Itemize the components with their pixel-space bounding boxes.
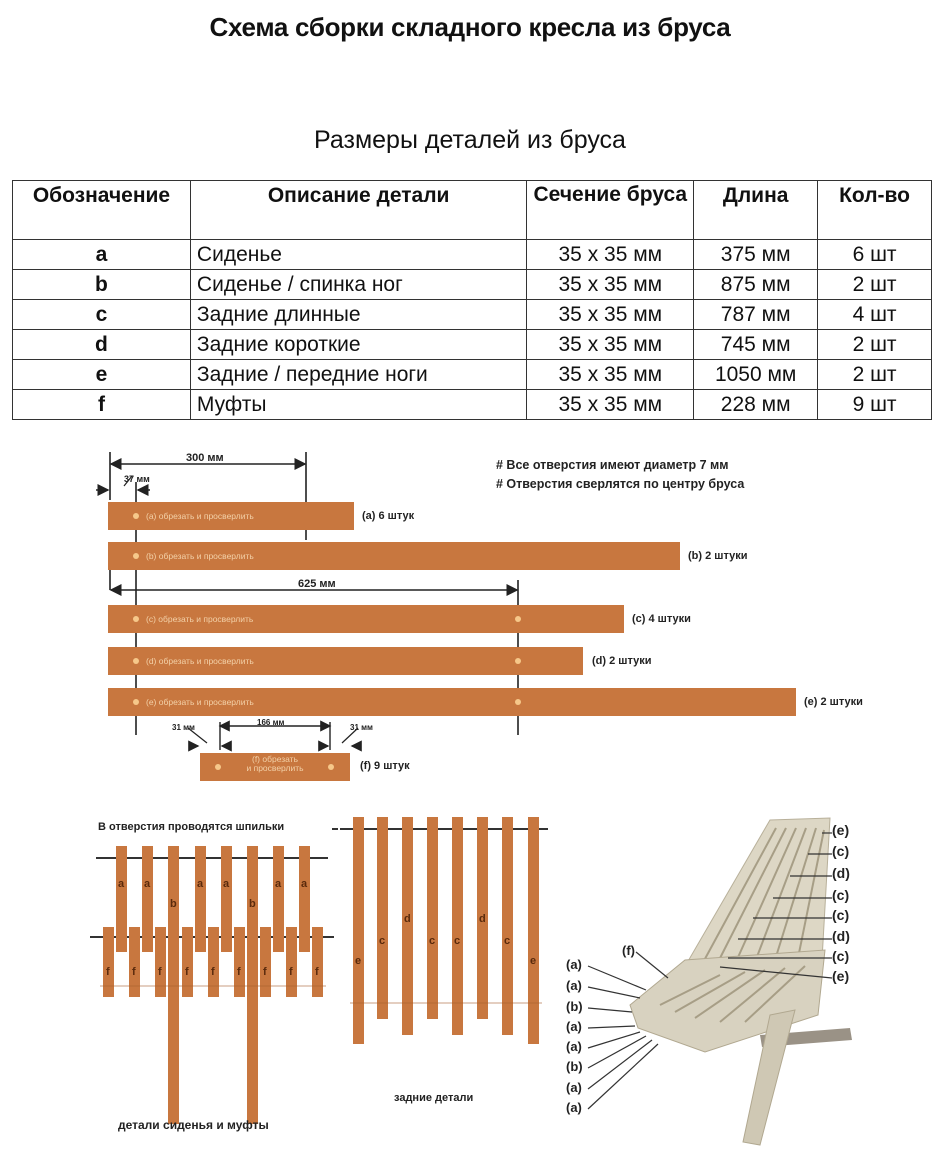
- table-row: [13, 270, 932, 300]
- back-caption: задние детали: [394, 1092, 474, 1104]
- bar-e-count: (e) 2 штуки: [804, 696, 863, 708]
- cell-section: 35 x 35 мм: [527, 330, 694, 360]
- cell-qty: 2 шт: [818, 270, 932, 300]
- table-row: [13, 240, 932, 270]
- cell-length: 745 мм: [694, 330, 818, 360]
- cell-description: Сиденье: [190, 240, 526, 270]
- seat-label: b: [170, 898, 177, 910]
- back-label: c: [379, 935, 386, 947]
- seat-label: a: [275, 878, 282, 890]
- muff-label: f: [263, 966, 267, 978]
- seat-label: a: [223, 878, 230, 890]
- chair-label-muff: (f): [622, 943, 635, 958]
- chair-label-back: (d): [832, 928, 850, 944]
- table-header-row: [13, 181, 932, 240]
- cell-code: e: [13, 360, 191, 390]
- cell-code: b: [13, 270, 191, 300]
- chair-label-seat: (a): [566, 1080, 582, 1095]
- chair-label-back: (c): [832, 843, 850, 859]
- header-description: Описание детали: [190, 181, 526, 240]
- muff-label: f: [211, 966, 215, 978]
- bar-f-text-1: (f) обрезать: [251, 754, 298, 764]
- seat-label: a: [118, 878, 125, 890]
- cell-length: 228 мм: [694, 390, 818, 420]
- bar-b-text: (b) обрезать и просверлить: [146, 551, 254, 561]
- cell-code: d: [13, 330, 191, 360]
- cell-length: 375 мм: [694, 240, 818, 270]
- chair-label-back: (e): [832, 968, 850, 984]
- bar-e-text: (e) обрезать и просверлить: [146, 697, 254, 707]
- muff-label: f: [289, 966, 293, 978]
- back-label: d: [404, 913, 411, 925]
- assembly-diagram: [0, 800, 560, 1166]
- cell-section: 35 x 35 мм: [527, 360, 694, 390]
- dim-31-right-label: 31 мм: [350, 723, 373, 732]
- table-row: [13, 330, 932, 360]
- dim-625-label: 625 мм: [298, 578, 336, 590]
- chair-label-back: (d): [832, 865, 850, 881]
- seat-label: b: [249, 898, 256, 910]
- chair-label-back: (c): [832, 948, 850, 964]
- bar-d-text: (d) обрезать и просверлить: [146, 656, 254, 666]
- table-title: Размеры деталей из бруса: [314, 126, 626, 154]
- cell-description: Задние короткие: [190, 330, 526, 360]
- bar-d-count: (d) 2 штуки: [592, 655, 652, 667]
- chair-label-seat: (b): [566, 1059, 583, 1074]
- chair-label-seat: (b): [566, 999, 583, 1014]
- bar-f-count: (f) 9 штук: [360, 760, 410, 772]
- seat-caption: детали сиденья и муфты: [118, 1118, 269, 1132]
- back-slats: [353, 817, 539, 1044]
- chair-label-back: (c): [832, 907, 850, 923]
- header-qty: Кол-во: [818, 181, 932, 240]
- cell-length: 787 мм: [694, 300, 818, 330]
- muff-label: f: [315, 966, 319, 978]
- dim-166-label: 166 мм: [257, 718, 285, 727]
- back-label: e: [355, 955, 362, 967]
- cell-qty: 2 шт: [818, 330, 932, 360]
- note-hole-center: # Отверстия сверлятся по центру бруса: [496, 477, 745, 491]
- cell-qty: 9 шт: [818, 390, 932, 420]
- table-row: [13, 390, 932, 420]
- cell-length: 875 мм: [694, 270, 818, 300]
- bar-c-count: (c) 4 штуки: [632, 613, 691, 625]
- bar-f-text: [235, 755, 315, 773]
- cell-description: Задние / передние ноги: [190, 360, 526, 390]
- cutting-diagram: [0, 440, 940, 800]
- cell-qty: 4 шт: [818, 300, 932, 330]
- chair-label-back: (c): [832, 887, 850, 903]
- muff-label: f: [106, 966, 110, 978]
- cell-code: a: [13, 240, 191, 270]
- cell-section: 35 x 35 мм: [527, 390, 694, 420]
- cell-code: c: [13, 300, 191, 330]
- header-code: Обозначение: [13, 181, 191, 240]
- note-hole-diameter: # Все отверстия имеют диаметр 7 мм: [496, 458, 729, 472]
- back-label: e: [530, 955, 537, 967]
- muff-label: f: [132, 966, 136, 978]
- cell-description: Сиденье / спинка ног: [190, 270, 526, 300]
- bar-a-count: (a) 6 штук: [362, 510, 415, 522]
- chair-label-seat: (a): [566, 1019, 582, 1034]
- back-label: c: [504, 935, 511, 947]
- back-label: d: [479, 913, 486, 925]
- seat-label: a: [301, 878, 308, 890]
- chair-label-seat: (a): [566, 978, 582, 993]
- dim-37-label: 37 мм: [124, 474, 150, 484]
- dim-300-label: 300 мм: [186, 452, 224, 464]
- table-row: [13, 360, 932, 390]
- bar-f-text-2: и просверлить: [246, 763, 304, 773]
- rods-note: В отверстия проводятся шпильки: [98, 821, 285, 833]
- chair-illustration: [560, 800, 940, 1166]
- chair-label-seat: (a): [566, 1039, 582, 1054]
- cell-section: 35 x 35 мм: [527, 300, 694, 330]
- back-label: c: [429, 935, 436, 947]
- seat-label: a: [144, 878, 151, 890]
- cell-qty: 6 шт: [818, 240, 932, 270]
- muff-label: f: [158, 966, 162, 978]
- bar-c-text: (c) обрезать и просверлить: [146, 614, 254, 624]
- back-label: c: [454, 935, 461, 947]
- header-length: Длина: [694, 181, 818, 240]
- table-row: [13, 300, 932, 330]
- muff-label: f: [237, 966, 241, 978]
- seat-label: a: [197, 878, 204, 890]
- parts-table: [12, 180, 932, 420]
- cell-code: f: [13, 390, 191, 420]
- chair-label-seat: (a): [566, 957, 582, 972]
- dim-31-left-label: 31 мм: [172, 723, 195, 732]
- header-section: Сечение бруса: [527, 181, 694, 240]
- bar-b-count: (b) 2 штуки: [688, 550, 748, 562]
- muff-label: f: [185, 966, 189, 978]
- chair-label-back: (e): [832, 822, 850, 838]
- cell-description: Задние длинные: [190, 300, 526, 330]
- cell-length: 1050 мм: [694, 360, 818, 390]
- chair-label-seat: (a): [566, 1100, 582, 1115]
- main-title: Схема сборки складного кресла из бруса: [209, 12, 731, 42]
- cell-section: 35 x 35 мм: [527, 270, 694, 300]
- cell-description: Муфты: [190, 390, 526, 420]
- cell-qty: 2 шт: [818, 360, 932, 390]
- bar-a-text: (a) обрезать и просверлить: [146, 511, 254, 521]
- cell-section: 35 x 35 мм: [527, 240, 694, 270]
